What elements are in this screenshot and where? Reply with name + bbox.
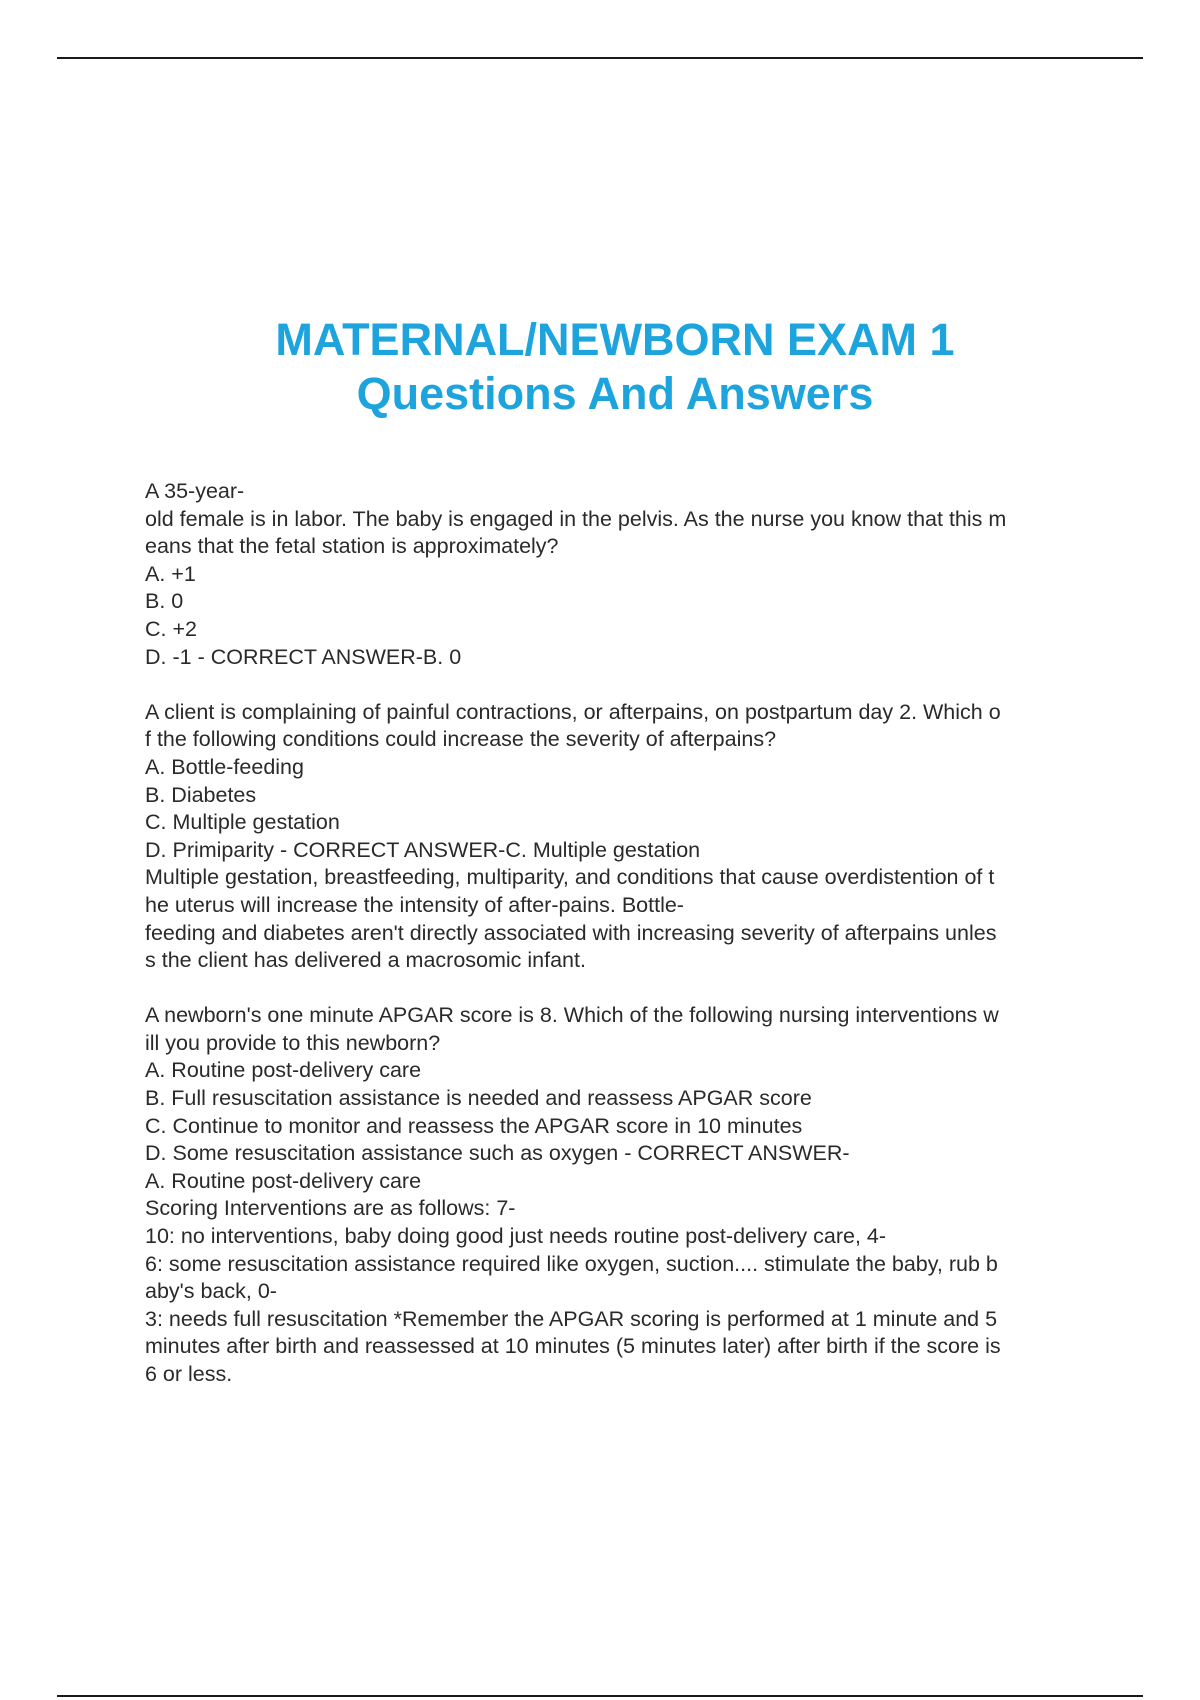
text-line: 3: needs full resuscitation *Remember the APGAR scoring is performed at 1 minute and 5: [145, 1306, 998, 1331]
text-line: C. Multiple gestation: [145, 810, 340, 835]
text-line: C. Continue to monitor and reassess the APGAR score in 10 minutes: [145, 1113, 803, 1138]
question-block-2: [145, 699, 1095, 975]
text-line: old female is in labor. The baby is engaged in the pelvis. As the nurse you know that this m: [145, 506, 1007, 531]
text-line: f the following conditions could increase the severity of afterpains?: [145, 727, 777, 752]
text-line: D. Primiparity - CORRECT ANSWER-C. Multiple gestation: [145, 837, 701, 862]
text-line: A. Routine post-delivery care: [145, 1058, 422, 1083]
text-line: A newborn's one minute APGAR score is 8. Which of the following nursing interventions w: [145, 1003, 999, 1028]
text-line: eans that the fetal station is approximately?: [145, 534, 559, 559]
text-line: feeding and diabetes aren't directly associated with increasing severity of afterpains unles: [145, 920, 997, 945]
text-line: D. -1 - CORRECT ANSWER-B. 0: [145, 644, 462, 669]
text-line: aby's back, 0-: [145, 1279, 277, 1304]
title-line-1: MATERNAL/NEWBORN EXAM 1: [275, 314, 955, 365]
question-block-1: [145, 478, 1095, 671]
text-line: ill you provide to this newborn?: [145, 1030, 441, 1055]
document-body: [145, 478, 1095, 1389]
title-line-2: Questions And Answers: [356, 368, 874, 419]
paragraph-gap: [145, 975, 1095, 1003]
text-line: s the client has delivered a macrosomic infant.: [145, 948, 586, 973]
text-line: A 35-year-: [145, 479, 245, 503]
text-line: A. +1: [145, 561, 196, 586]
text-line: Scoring Interventions are as follows: 7-: [145, 1196, 516, 1221]
document-title: [0, 313, 1200, 421]
text-line: A. Routine post-delivery care: [145, 1168, 422, 1193]
text-line: A. Bottle-feeding: [145, 754, 304, 779]
text-line: D. Some resuscitation assistance such as oxygen - CORRECT ANSWER-: [145, 1141, 850, 1166]
text-line: 6: some resuscitation assistance required like oxygen, suction.... stimulate the baby, rub b: [145, 1251, 998, 1276]
text-line: B. 0: [145, 589, 184, 614]
text-line: A client is complaining of painful contractions, or afterpains, on postpartum day 2. Which o: [145, 699, 1001, 724]
text-line: Multiple gestation, breastfeeding, multiparity, and conditions that cause overdistention of t: [145, 865, 995, 890]
paragraph-gap: [145, 671, 1095, 699]
text-line: 6 or less.: [145, 1362, 233, 1386]
text-line: B. Diabetes: [145, 782, 257, 807]
text-line: minutes after birth and reassessed at 10 minutes (5 minutes later) after birth if the score is: [145, 1334, 1001, 1359]
text-line: he uterus will increase the intensity of after-pains. Bottle-: [145, 892, 684, 917]
text-line: 10: no interventions, baby doing good just needs routine post-delivery care, 4-: [145, 1224, 887, 1249]
question-block-3: [145, 1002, 1095, 1388]
text-line: B. Full resuscitation assistance is needed and reassess APGAR score: [145, 1086, 812, 1111]
footer-rule: [57, 1695, 1143, 1697]
text-line: C. +2: [145, 616, 197, 641]
header-rule: [57, 57, 1143, 59]
